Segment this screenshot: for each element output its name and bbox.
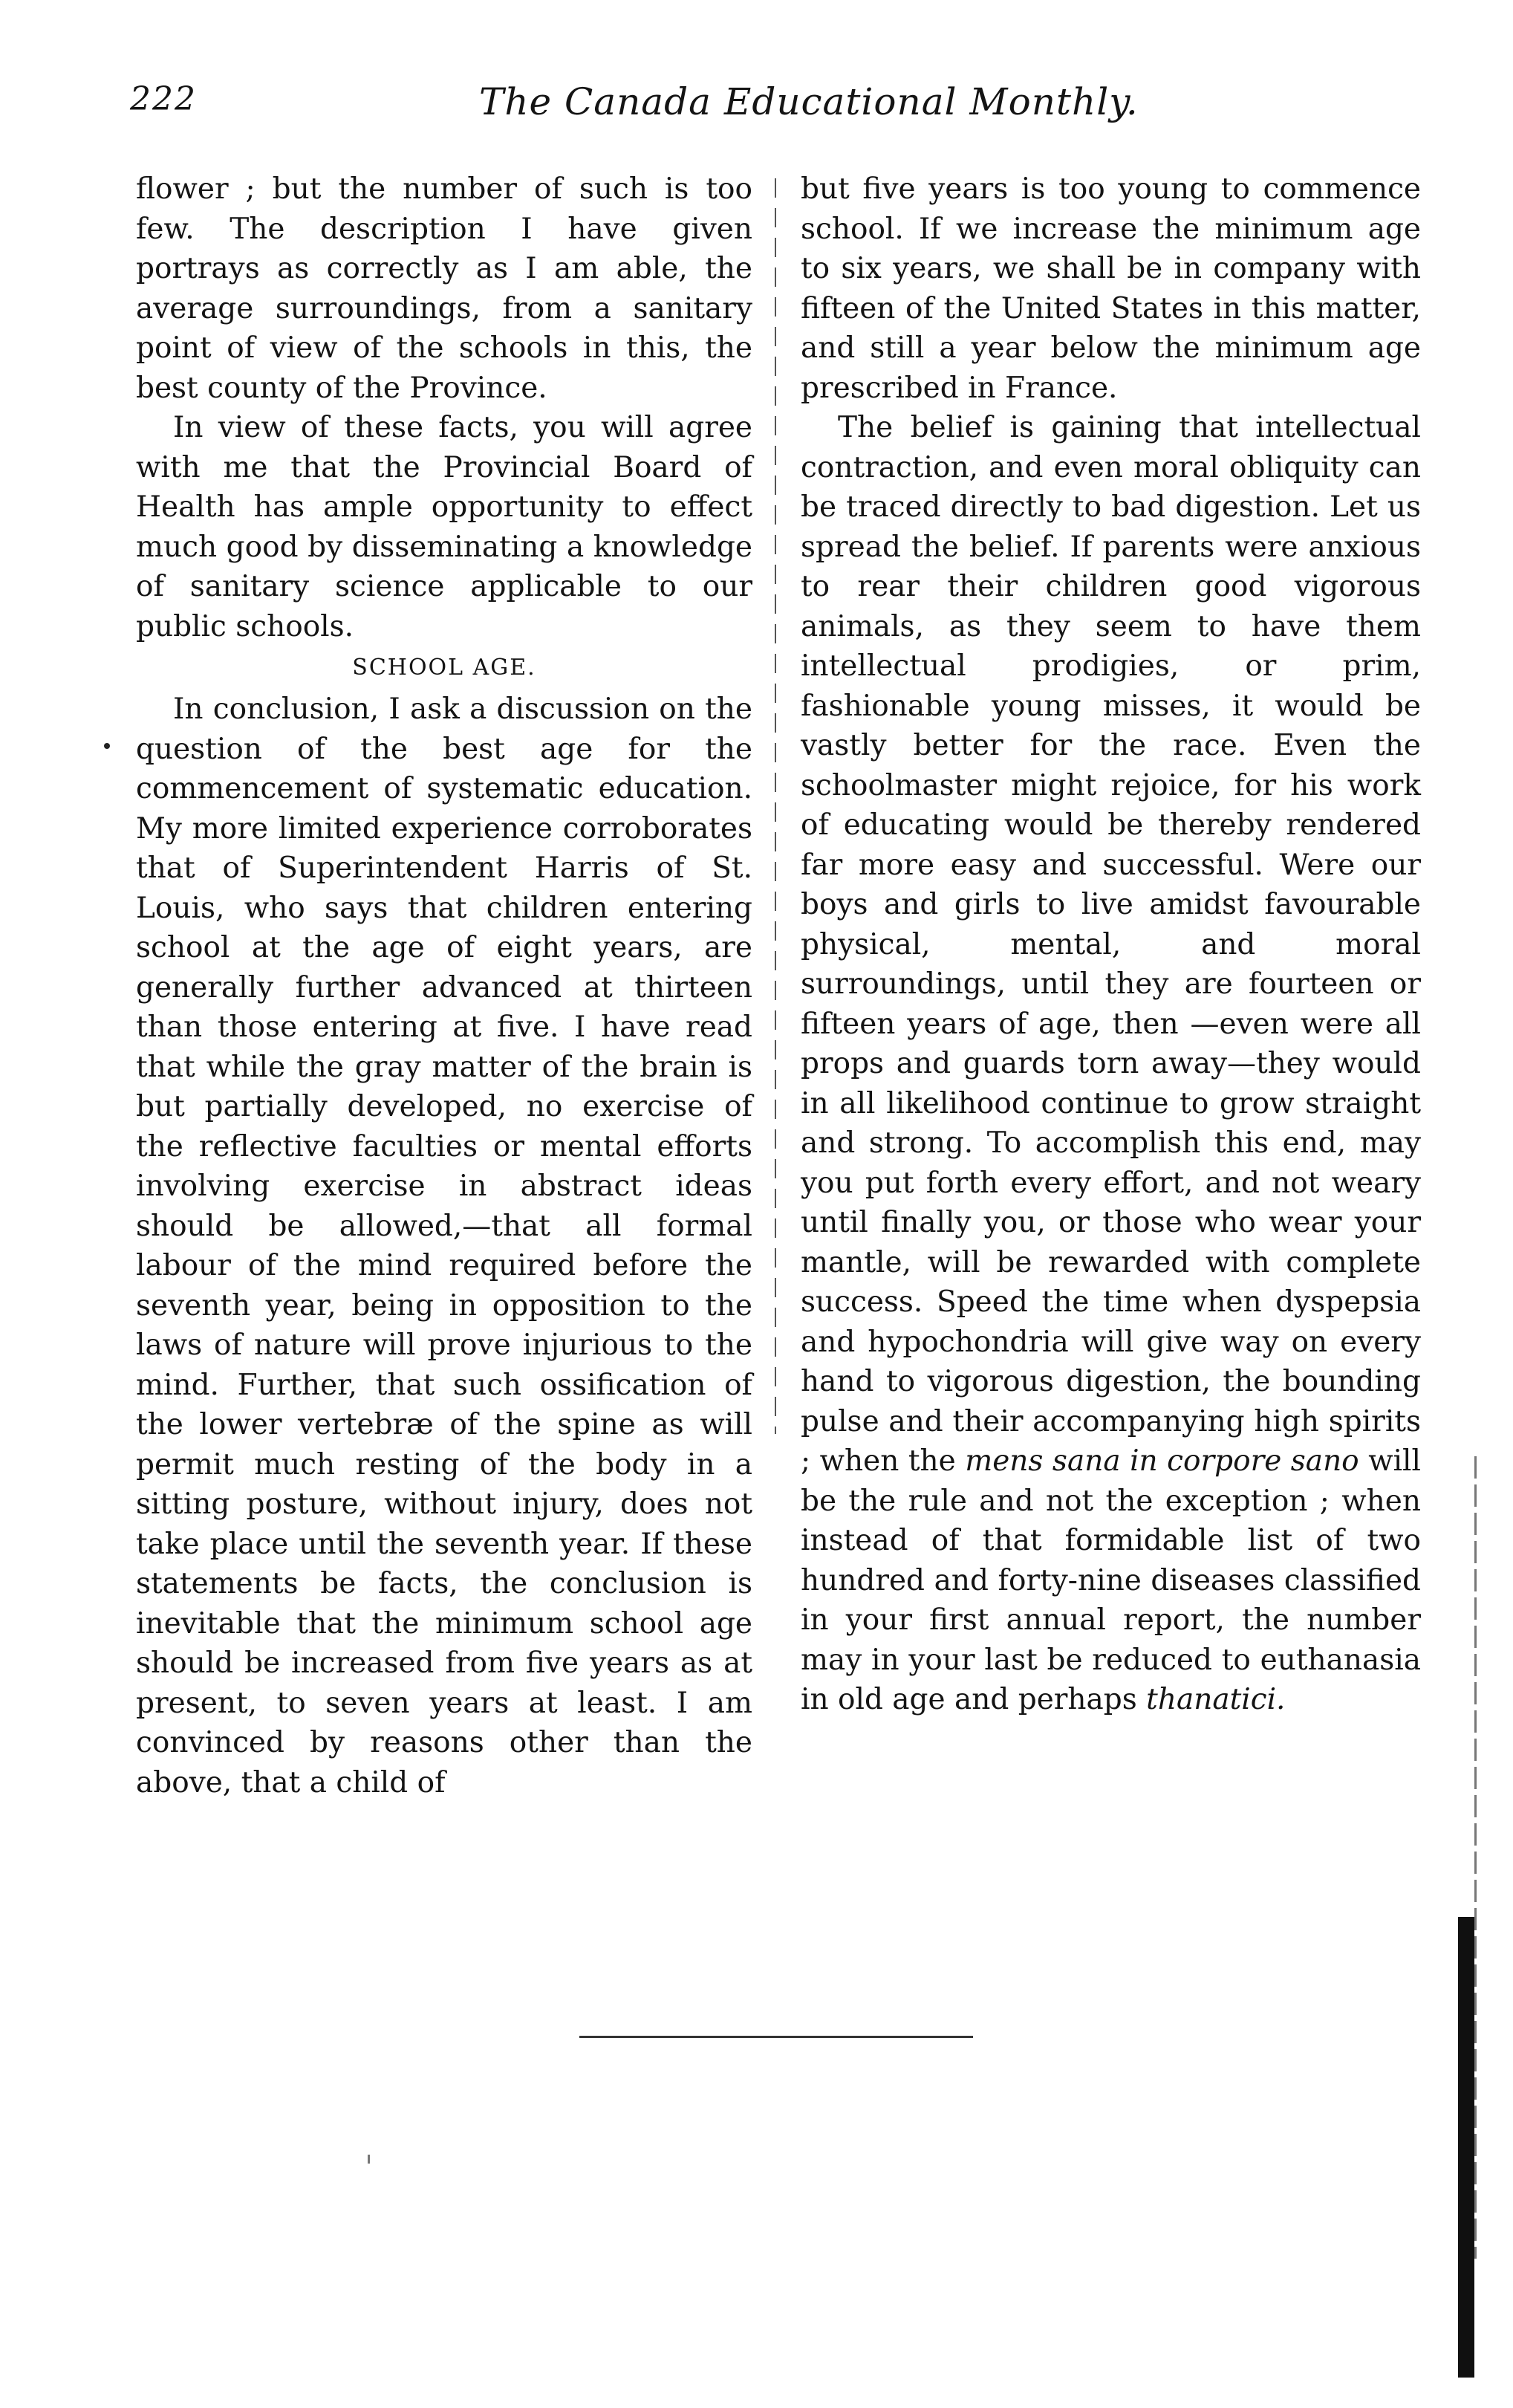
paragraph	[801, 408, 1421, 1720]
section-heading: SCHOOL AGE.	[352, 655, 536, 681]
running-title: The Canada Educational Monthly.	[479, 80, 1139, 123]
scan-edge-bar	[1458, 1917, 1474, 2378]
stray-mark	[368, 2155, 370, 2164]
page-number: 222	[130, 80, 197, 118]
paragraph-text: The belief is gaining that intellectual contraction, and even moral obliquity can be traced directly to bad digestion. Let us spread the belief. If parents were anxious to rear their children good vigorous animals, as they seem to have them intellectual prodigies, or prim, fashionable young misses, it would be vastly better for the race. Even the schoolmaster might rejoice, for his work of educating would be thereby rendered far more easy and successful. Were our boys and girls to live amidst favourable physical, mental, and moral surroundings, until they are fourteen or fifteen years of age, then —even were all props and guards torn away—they would in all likelihood continue to grow straight and strong. To accomplish this end, may you put forth every effort, and not weary until finally you, or those who wear your mantle, will be rewarded with complete success. Speed the time when dyspepsia and hypochondria will give way on every hand to vigorous digestion, the bounding pulse and their accompanying high spirits ; when the	[801, 411, 1421, 1478]
paragraph: but five years is too young to commence school. If we increase the minimum age to six years, we shall be in company with fifteen of the United States in this matter, and still a year below the minimum age prescribed in France.	[801, 172, 1421, 405]
latin-term: thanatici.	[1146, 1683, 1286, 1716]
paragraph: flower ; but the number of such is too few. The description I have given portrays as correctly as I am able, the average surroundings, from a sanitary point of view of the schools in this, the best county of the Province.	[136, 172, 752, 405]
paragraph-text: will be the rule and not the exception ; when instead of that formidable list of two hundred and forty-nine diseases classified in your first annual report, the number may in your last be reduced to euthanasia in old age and perhaps	[801, 1444, 1421, 1716]
column-divider	[775, 178, 776, 1434]
margin-dot	[104, 743, 110, 749]
scan-edge-line	[1474, 1456, 1477, 2259]
paragraph: In view of these facts, you will agree with me that the Provincial Board of Health has ample opportunity to effect much good by disseminating a knowledge of sanitary science applicable to our public schools.	[136, 411, 752, 643]
page-header	[130, 80, 1422, 132]
right-column	[801, 169, 1421, 1720]
left-column	[136, 169, 752, 1802]
article-end-rule	[579, 2036, 973, 2038]
latin-phrase: mens sana in corpore sano	[965, 1444, 1359, 1478]
paragraph: In conclusion, I ask a discussion on the question of the best age for the commencement of systematic education. My more limited experience corroborates that of Superintendent Harris of St. Louis, who says that children entering school at the age of eight years, are generally further advanced at thirteen than those entering at five. I have read that while the gray matter of the brain is but partially developed, no exercise of the reflective faculties or mental efforts involving exercise in abstract ideas should be allowed,—that all formal labour of the mind required before the seventh year, being in opposition to the laws of nature will prove injurious to the mind. Further, that such ossification of the lower vertebræ of the spine as will permit much resting of the body in a sitting posture, without injury, does not take place until the seventh year. If these statements be facts, the conclusion is inevitable that the minimum school age should be increased from five years as at present, to seven years at least. I am convinced by reasons other than the above, that a child of	[136, 692, 752, 1799]
